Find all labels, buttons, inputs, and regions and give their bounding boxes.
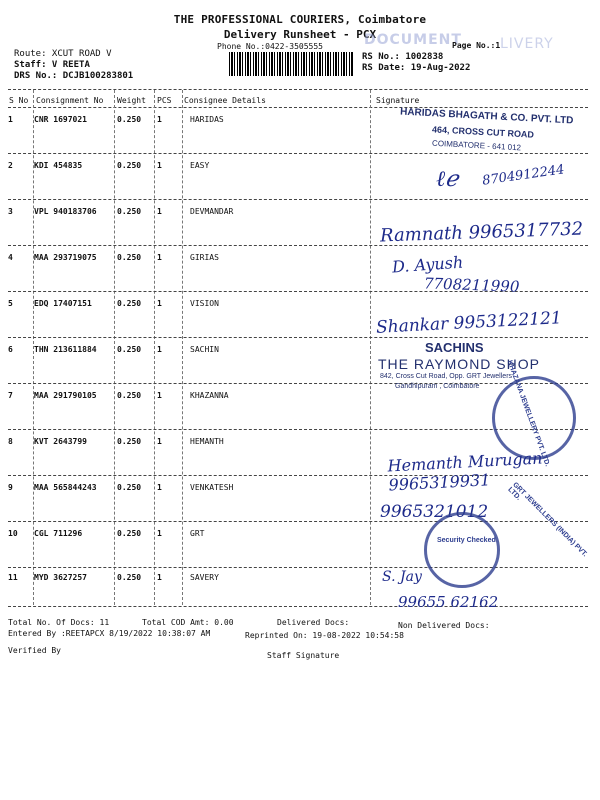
delivered-docs: Delivered Docs: — [277, 618, 350, 627]
cell-sno: 9 — [8, 483, 13, 492]
company-title: THE PROFESSIONAL COURIERS, Coimbatore — [173, 13, 427, 26]
cell-consignment: MAA 565844243 — [34, 483, 97, 492]
cell-consignee: KHAZANNA — [190, 391, 229, 400]
rs-number: RS No.: 1002838 — [362, 52, 444, 62]
cell-sno: 5 — [8, 299, 13, 308]
cell-consignee: HEMANTH — [190, 437, 224, 446]
row-rule — [8, 337, 588, 338]
stamp-haridas-address: 464, CROSS CUT ROAD — [431, 124, 535, 140]
cell-pcs: 1 — [157, 161, 162, 170]
staff: Staff: V REETA — [14, 60, 90, 70]
cell-consignee: GIRIAS — [190, 253, 219, 262]
cell-pcs: 1 — [157, 437, 162, 446]
signature-girias-phone: 7708211990 — [423, 274, 520, 296]
stamp-sachins-address: 842, Cross Cut Road, Opp. GRT Jewellers — [380, 373, 513, 380]
cell-consignee: VISION — [190, 299, 219, 308]
row-rule — [8, 153, 588, 154]
stamp-raymond: THE RAYMOND SHOP — [378, 356, 540, 372]
col-header-consignment: Consignment No — [36, 96, 104, 105]
entered-by: Entered By :REETAPCX 8/19/2022 10:38:07 AM — [8, 629, 211, 638]
cell-pcs: 1 — [157, 483, 162, 492]
cell-pcs: 1 — [157, 391, 162, 400]
table-header-rule — [8, 107, 588, 108]
grt-seal — [424, 512, 500, 588]
cell-sno: 4 — [8, 253, 13, 262]
signature-savery-phone: 99655 62162 — [398, 593, 499, 611]
cell-consignee: DEVMANDAR — [190, 207, 234, 216]
cell-pcs: 1 — [157, 573, 162, 582]
cell-consignee: EASY — [190, 161, 210, 170]
cell-consignment: CNR 1697021 — [34, 115, 87, 124]
cell-sno: 10 — [8, 529, 18, 538]
grt-seal-security: Security Checked — [437, 537, 496, 544]
cell-weight: 0.250 — [117, 483, 142, 492]
cell-consignment: KVT 2643799 — [34, 437, 87, 446]
cell-sno: 7 — [8, 391, 13, 400]
cell-weight: 0.250 — [117, 573, 142, 582]
stamp-haridas-name: HARIDAS BHAGATH & CO. PVT. LTD — [399, 106, 574, 127]
cell-pcs: 1 — [157, 299, 162, 308]
cell-weight: 0.250 — [117, 115, 142, 124]
cell-weight: 0.250 — [117, 529, 142, 538]
cell-sno: 11 — [8, 573, 18, 582]
cell-pcs: 1 — [157, 345, 162, 354]
table-row — [0, 573, 372, 617]
cell-weight: 0.250 — [117, 161, 142, 170]
verified-by: Verified By — [8, 646, 61, 655]
runsheet-title: Delivery Runsheet - PCX — [223, 28, 377, 41]
page-number: Page No.:1 — [452, 41, 501, 50]
cell-sno: 6 — [8, 345, 13, 354]
reprinted-on: Reprinted On: 19-08-2022 10:54:58 — [245, 631, 404, 640]
cell-weight: 0.250 — [117, 253, 142, 262]
cell-sno: 2 — [8, 161, 13, 170]
cell-consignee: SAVERY — [190, 573, 219, 582]
grt-seal-text: GRT JEWELLERS (INDIA) PVT. LTD. — [506, 481, 589, 559]
col-header-signature: Signature — [376, 96, 420, 105]
route: Route: XCUT ROAD V — [14, 49, 112, 59]
row-rule — [8, 245, 588, 246]
cell-consignment: VPL 940183706 — [34, 207, 97, 216]
cell-weight: 0.250 — [117, 437, 142, 446]
cell-pcs: 1 — [157, 115, 162, 124]
barcode — [229, 52, 353, 76]
rs-date: RS Date: 19-Aug-2022 — [362, 63, 471, 73]
stamp-sachins-city: Gandhipuram , Coimbatore — [395, 383, 480, 390]
table-bottom-rule — [8, 606, 588, 607]
stamp-haridas-city: COIMBATORE - 641 012 — [431, 138, 522, 153]
cell-consignment: KDI 454835 — [34, 161, 83, 170]
cell-consignee: VENKATESH — [190, 483, 234, 492]
cell-consignment: MAA 291790105 — [34, 391, 97, 400]
phone-number: Phone No.:0422-3505555 — [217, 42, 323, 51]
cell-consignee: GRT — [190, 529, 205, 538]
signature-girias-name: D. Ayush — [391, 252, 464, 277]
row-rule — [8, 383, 588, 384]
cell-pcs: 1 — [157, 207, 162, 216]
row-rule — [8, 567, 588, 568]
cell-consignment: MYD 3627257 — [34, 573, 87, 582]
col-header-pcs: PCS — [157, 96, 172, 105]
non-delivered-docs: Non Delivered Docs: — [398, 621, 490, 630]
cell-sno: 1 — [8, 115, 13, 124]
row-rule — [8, 521, 588, 522]
delivery-stamp: LIVERY — [500, 36, 554, 52]
cell-consignee: SACHIN — [190, 345, 219, 354]
stamp-sachins-name: SACHINS — [425, 340, 484, 355]
cell-pcs: 1 — [157, 529, 162, 538]
signature-easy-phone: 8704912244 — [481, 162, 566, 189]
signature-venkatesh: 9965321012 — [380, 502, 489, 522]
signature-savery-name: S. Jay — [382, 569, 422, 585]
cell-sno: 3 — [8, 207, 13, 216]
signature-easy: ℓℯ — [436, 167, 459, 192]
total-docs: Total No. Of Docs: 11 — [8, 618, 110, 627]
cell-consignment: THN 213611884 — [34, 345, 97, 354]
cell-weight: 0.250 — [117, 345, 142, 354]
cell-consignee: HARIDAS — [190, 115, 224, 124]
staff-signature: Staff Signature — [267, 651, 340, 660]
cell-consignment: CGL 711296 — [34, 529, 83, 538]
cell-pcs: 1 — [157, 253, 162, 262]
document-stamp: DOCUMENT — [364, 32, 462, 48]
cell-weight: 0.250 — [117, 391, 142, 400]
col-header-sno: S No — [9, 96, 29, 105]
cell-weight: 0.250 — [117, 299, 142, 308]
table-top-rule — [8, 89, 588, 90]
cell-consignment: MAA 293719075 — [34, 253, 97, 262]
col-header-weight: Weight — [117, 96, 146, 105]
drs-number: DRS No.: DCJB100283801 — [14, 71, 134, 81]
signature-devmandar: Ramnath 9965317732 — [379, 218, 584, 247]
khazana-seal-text: KHAZANA JEWELLERY PVT. LTD. — [505, 359, 551, 468]
row-rule — [8, 199, 588, 200]
signature-vision: Shankar 9953122121 — [375, 308, 563, 338]
col-header-consignee: Consignee Details — [184, 96, 266, 105]
cell-weight: 0.250 — [117, 207, 142, 216]
cell-consignment: EDQ 17407151 — [34, 299, 92, 308]
signature-hemanth: Hemanth Murugan 9965319931 — [387, 448, 543, 495]
cell-sno: 8 — [8, 437, 13, 446]
total-cod: Total COD Amt: 0.00 — [142, 618, 234, 627]
